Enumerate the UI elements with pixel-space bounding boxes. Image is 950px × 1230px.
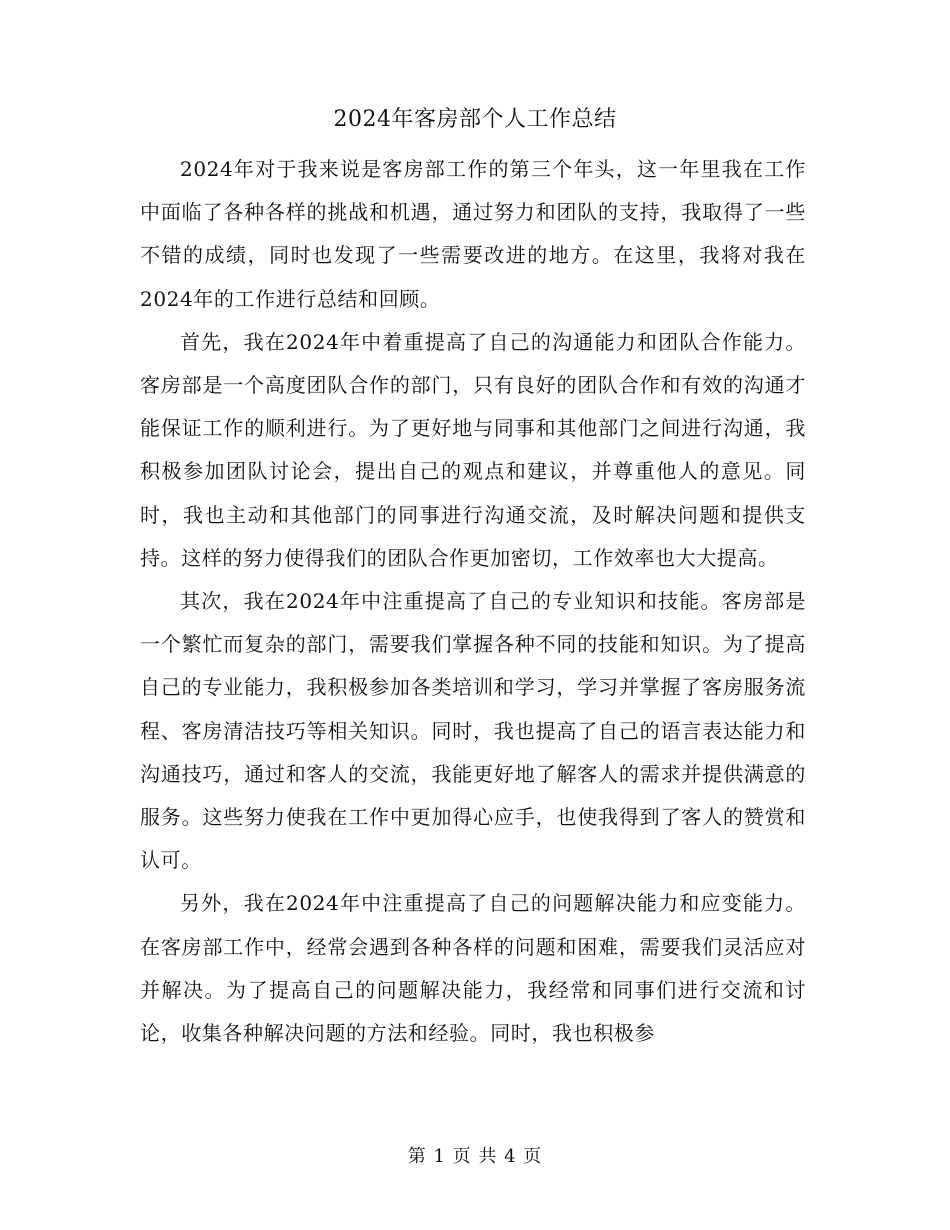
page-number-footer: 第 1 页 共 4 页 — [407, 1146, 543, 1167]
document-title: 2024年客房部个人工作总结 — [333, 107, 617, 132]
paragraph-professional-skills: 其次，我在2024年中注重提高了自己的专业知识和技能。客房部是一个繁忙而复杂的部门，需要我们掌握各种不同的技能和知识。为了提高自己的专业能力，我积极参加各类培训和学习，学习并掌握了客房服务流程、客房清洁技巧等相关知识。同时，我也提高了自己的语言表达能力和沟通技巧，通过和客人的交流，我能更好地了解客人的需求并提供满意的服务。这些努力使我在工作中更加得心应手，也使我得到了客人的赞赏和认可。 — [140, 589, 806, 873]
paragraph-problem-solving: 另外，我在2024年中注重提高了自己的问题解决能力和应变能力。在客房部工作中，经常会遇到各种各样的问题和困难，需要我们灵活应对并解决。为了提高自己的问题解决能力，我经常和同事们进行交流和讨论，收集各种解决问题的方法和经验。同时，我也积极参 — [140, 891, 806, 1046]
paragraph-intro: 2024年对于我来说是客房部工作的第三个年头，这一年里我在工作中面临了各种各样的挑战和机遇，通过努力和团队的支持，我取得了一些不错的成绩，同时也发现了一些需要改进的地方。在这里，我将对我在2024年的工作进行总结和回顾。 — [140, 157, 806, 311]
paragraph-communication: 首先，我在2024年中着重提高了自己的沟通能力和团队合作能力。客房部是一个高度团队合作的部门，只有良好的团队合作和有效的沟通才能保证工作的顺利进行。为了更好地与同事和其他部门之间进行沟通，我积极参加团队讨论会，提出自己的观点和建议，并尊重他人的意见。同时，我也主动和其他部门的同事进行沟通交流，及时解决问题和提供支持。这样的努力使得我们的团队合作更加密切，工作效率也大大提高。 — [140, 329, 806, 570]
document-body — [140, 148, 806, 1055]
